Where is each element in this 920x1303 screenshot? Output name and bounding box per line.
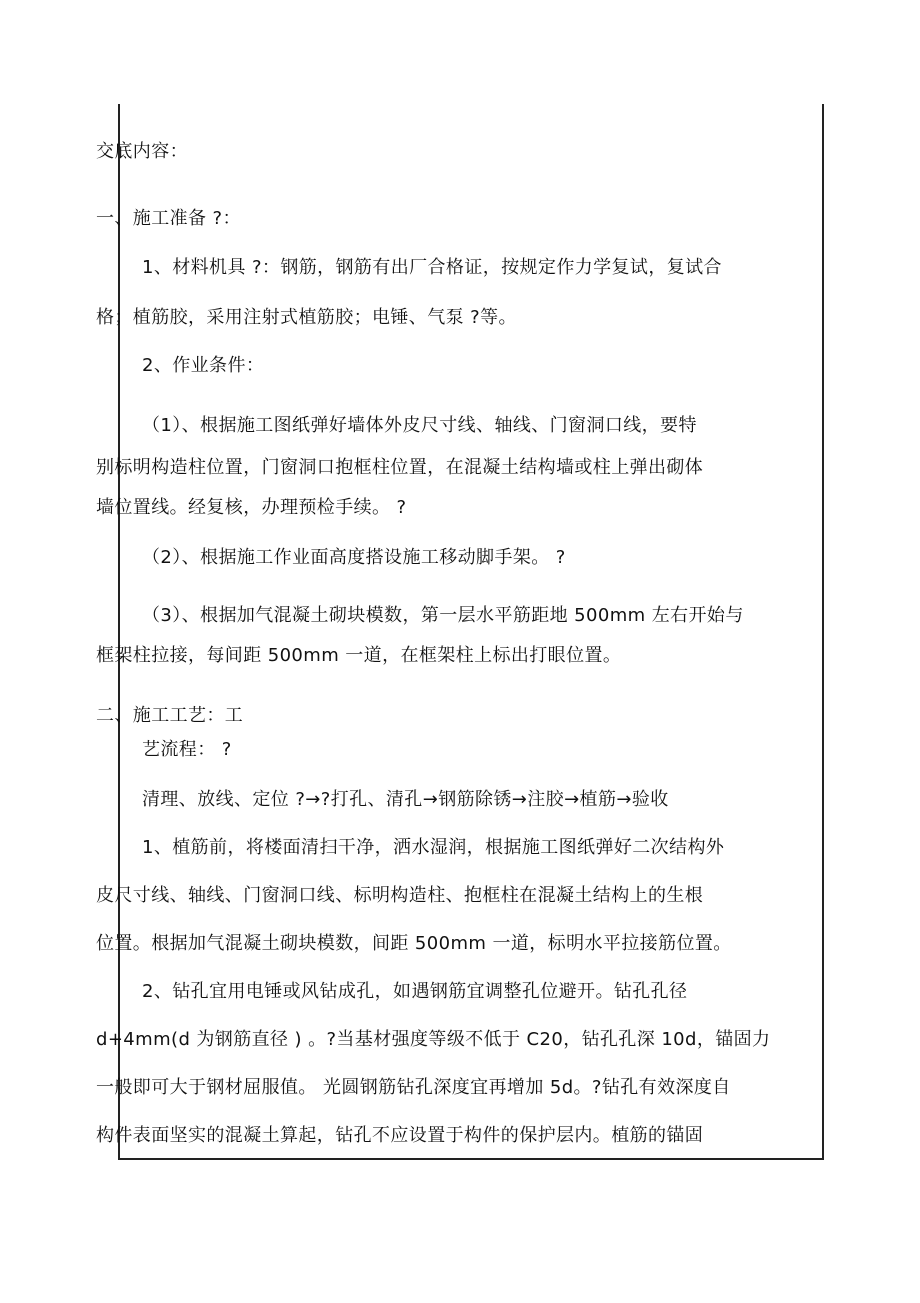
item-1-line-1: 1、材料机具 ?：钢筋，钢筋有出厂合格证，按规定作力学复试，复试合 [142, 257, 722, 278]
section-2-subtitle: 艺流程： ? [142, 739, 232, 760]
condition-3-line-1: （3）、根据加气混凝土砌块模数，第一层水平筋距地 500mm 左右开始与 [142, 605, 744, 626]
item-2-title: 2、作业条件： [142, 355, 265, 376]
condition-3-line-2: 框架柱拉接，每间距 500mm 一道，在框架柱上标出打眼位置。 [96, 645, 622, 666]
condition-1-line-3: 墙位置线。经复核，办理预检手续。 ? [96, 497, 407, 518]
step-1-line-1: 1、植筋前，将楼面清扫干净，洒水湿润，根据施工图纸弹好二次结构外 [142, 837, 725, 858]
section-1-title: 一、施工准备 ?： [96, 208, 241, 229]
step-2-line-2: d+4mm(d 为钢筋直径 ) 。?当基材强度等级不低于 C20，钻孔孔深 10d，锚固力 [96, 1029, 771, 1050]
step-2-line-3: 一般即可大于钢材屈服值。 光圆钢筋钻孔深度宜再增加 5d。?钻孔有效深度自 [96, 1077, 731, 1098]
section-2-title: 二、施工工艺：工 [96, 705, 244, 726]
step-2-line-1: 2、钻孔宜用电锤或风钻成孔，如遇钢筋宜调整孔位避开。钻孔孔径 [142, 981, 688, 1002]
step-2-line-4: 构件表面坚实的混凝土算起，钻孔不应设置于构件的保护层内。植筋的锚固 [96, 1125, 704, 1146]
item-1-line-2: 格；植筋胶，采用注射式植筋胶；电锤、气泵 ?等。 [96, 307, 517, 328]
heading: 交底内容： [96, 141, 188, 162]
condition-2-line-1: （2）、根据施工作业面高度搭设施工移动脚手架。 ? [142, 547, 566, 568]
step-1-line-2: 皮尺寸线、轴线、门窗洞口线、标明构造柱、抱框柱在混凝土结构上的生根 [96, 885, 704, 906]
step-1-line-3: 位置。根据加气混凝土砌块模数，间距 500mm 一道，标明水平拉接筋位置。 [96, 933, 732, 954]
process-flow: 清理、放线、定位 ?→?打孔、清孔→钢筋除锈→注胶→植筋→验收 [142, 789, 669, 810]
condition-1-line-1: （1）、根据施工图纸弹好墙体外皮尺寸线、轴线、门窗洞口线，要特 [142, 415, 697, 436]
condition-1-line-2: 别标明构造柱位置，门窗洞口抱框柱位置，在混凝土结构墙或柱上弹出砌体 [96, 457, 704, 478]
